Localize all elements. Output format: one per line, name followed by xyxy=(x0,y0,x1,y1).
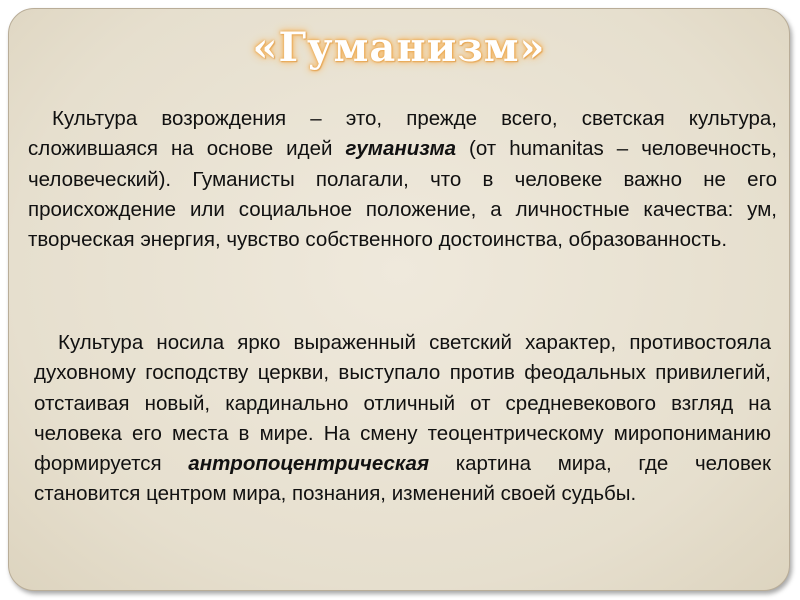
slide-panel xyxy=(8,8,790,591)
paragraph1-text-start: Культура возрождения – это, прежде всего, светская культура, сложившаяся на основе идей xyxy=(28,107,777,161)
term-anthropocentric: антропоцентрическая xyxy=(188,452,430,476)
term-humanism: гуманизма xyxy=(345,137,457,161)
paragraph2-text-start: Культура носила ярко выраженный светский характер, противостояла духовному господству церкви, выступало против феодальных привилегий, отстаивая новый, кардинально отличный от средневекового взгляд на человека его места в мире. На смену теоцентрическому миропониманию формируется xyxy=(34,331,771,476)
paragraph-secular-culture xyxy=(34,328,771,510)
paragraph1-text-end: (от humanitas – человечность, человеческий). Гуманисты полагали, что в человеке важно не его происхождение или социальное положение, а личностные качества: ум, творческая энергия, чувство собственного достоинства, образованность. xyxy=(28,137,777,252)
paragraph-humanism-definition xyxy=(28,104,777,255)
slide-title: «Гуманизм» xyxy=(252,24,546,71)
paragraph2-text-end: картина мира, где человек становится центром мира, познания, изменений своей судьбы. xyxy=(34,452,771,506)
